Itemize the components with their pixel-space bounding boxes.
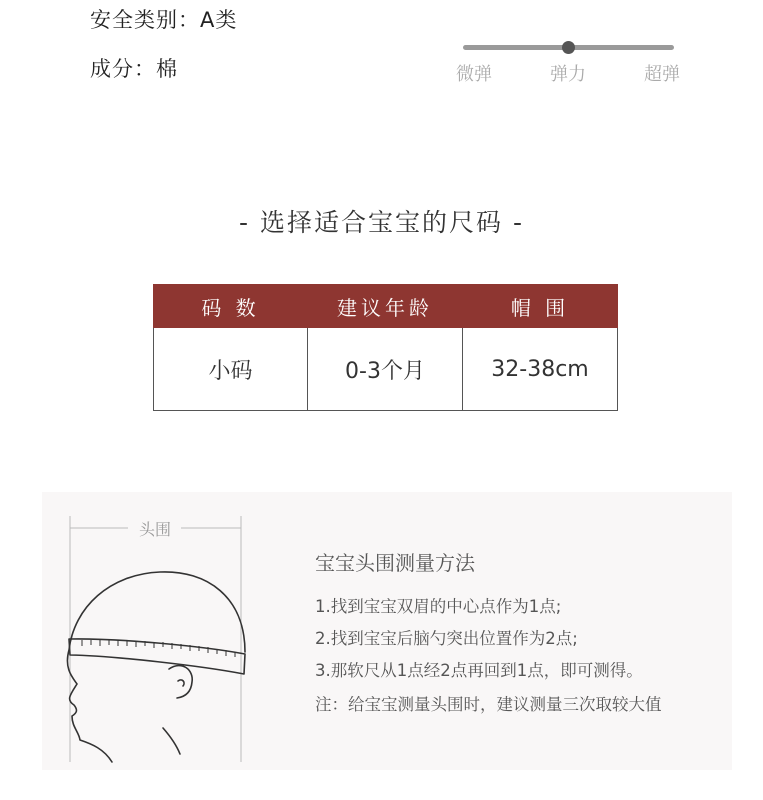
- cell-size: 小码: [154, 328, 308, 411]
- elasticity-label-low: 微弹: [456, 64, 492, 85]
- header-age: 建议年龄: [308, 285, 463, 328]
- safety-category: 安全类别：A类: [90, 8, 238, 32]
- measure-step-2: 2.找到宝宝后脑勺突出位置作为2点;: [315, 629, 578, 648]
- measure-method-title: 宝宝头围测量方法: [315, 551, 475, 575]
- elasticity-label-mid: 弹力: [550, 64, 586, 85]
- elasticity-label-high: 超弹: [644, 64, 680, 85]
- measure-step-1: 1.找到宝宝双眉的中心点作为1点;: [315, 597, 562, 616]
- baby-head-illustration: [42, 492, 302, 770]
- size-table: [153, 284, 618, 411]
- cell-age: 0-3个月: [308, 328, 463, 411]
- table-row: [154, 328, 618, 411]
- measure-step-3: 3.那软尺从1点经2点再回到1点，即可测得。: [315, 661, 643, 680]
- head-circumference-label: 头围: [138, 520, 172, 539]
- measure-panel: [42, 492, 732, 770]
- elasticity-indicator: [562, 41, 575, 54]
- elasticity-scale: [455, 38, 680, 88]
- size-section-title: - 选择适合宝宝的尺码 -: [239, 208, 524, 237]
- header-size: 码 数: [154, 285, 308, 328]
- header-circumference: 帽 围: [463, 285, 618, 328]
- material: 成分：棉: [90, 57, 178, 81]
- measure-note: 注：给宝宝测量头围时，建议测量三次取较大值: [315, 695, 662, 714]
- cell-circumference: 32-38cm: [463, 328, 618, 411]
- size-table-header: [154, 285, 618, 328]
- head-outline: [67, 572, 245, 762]
